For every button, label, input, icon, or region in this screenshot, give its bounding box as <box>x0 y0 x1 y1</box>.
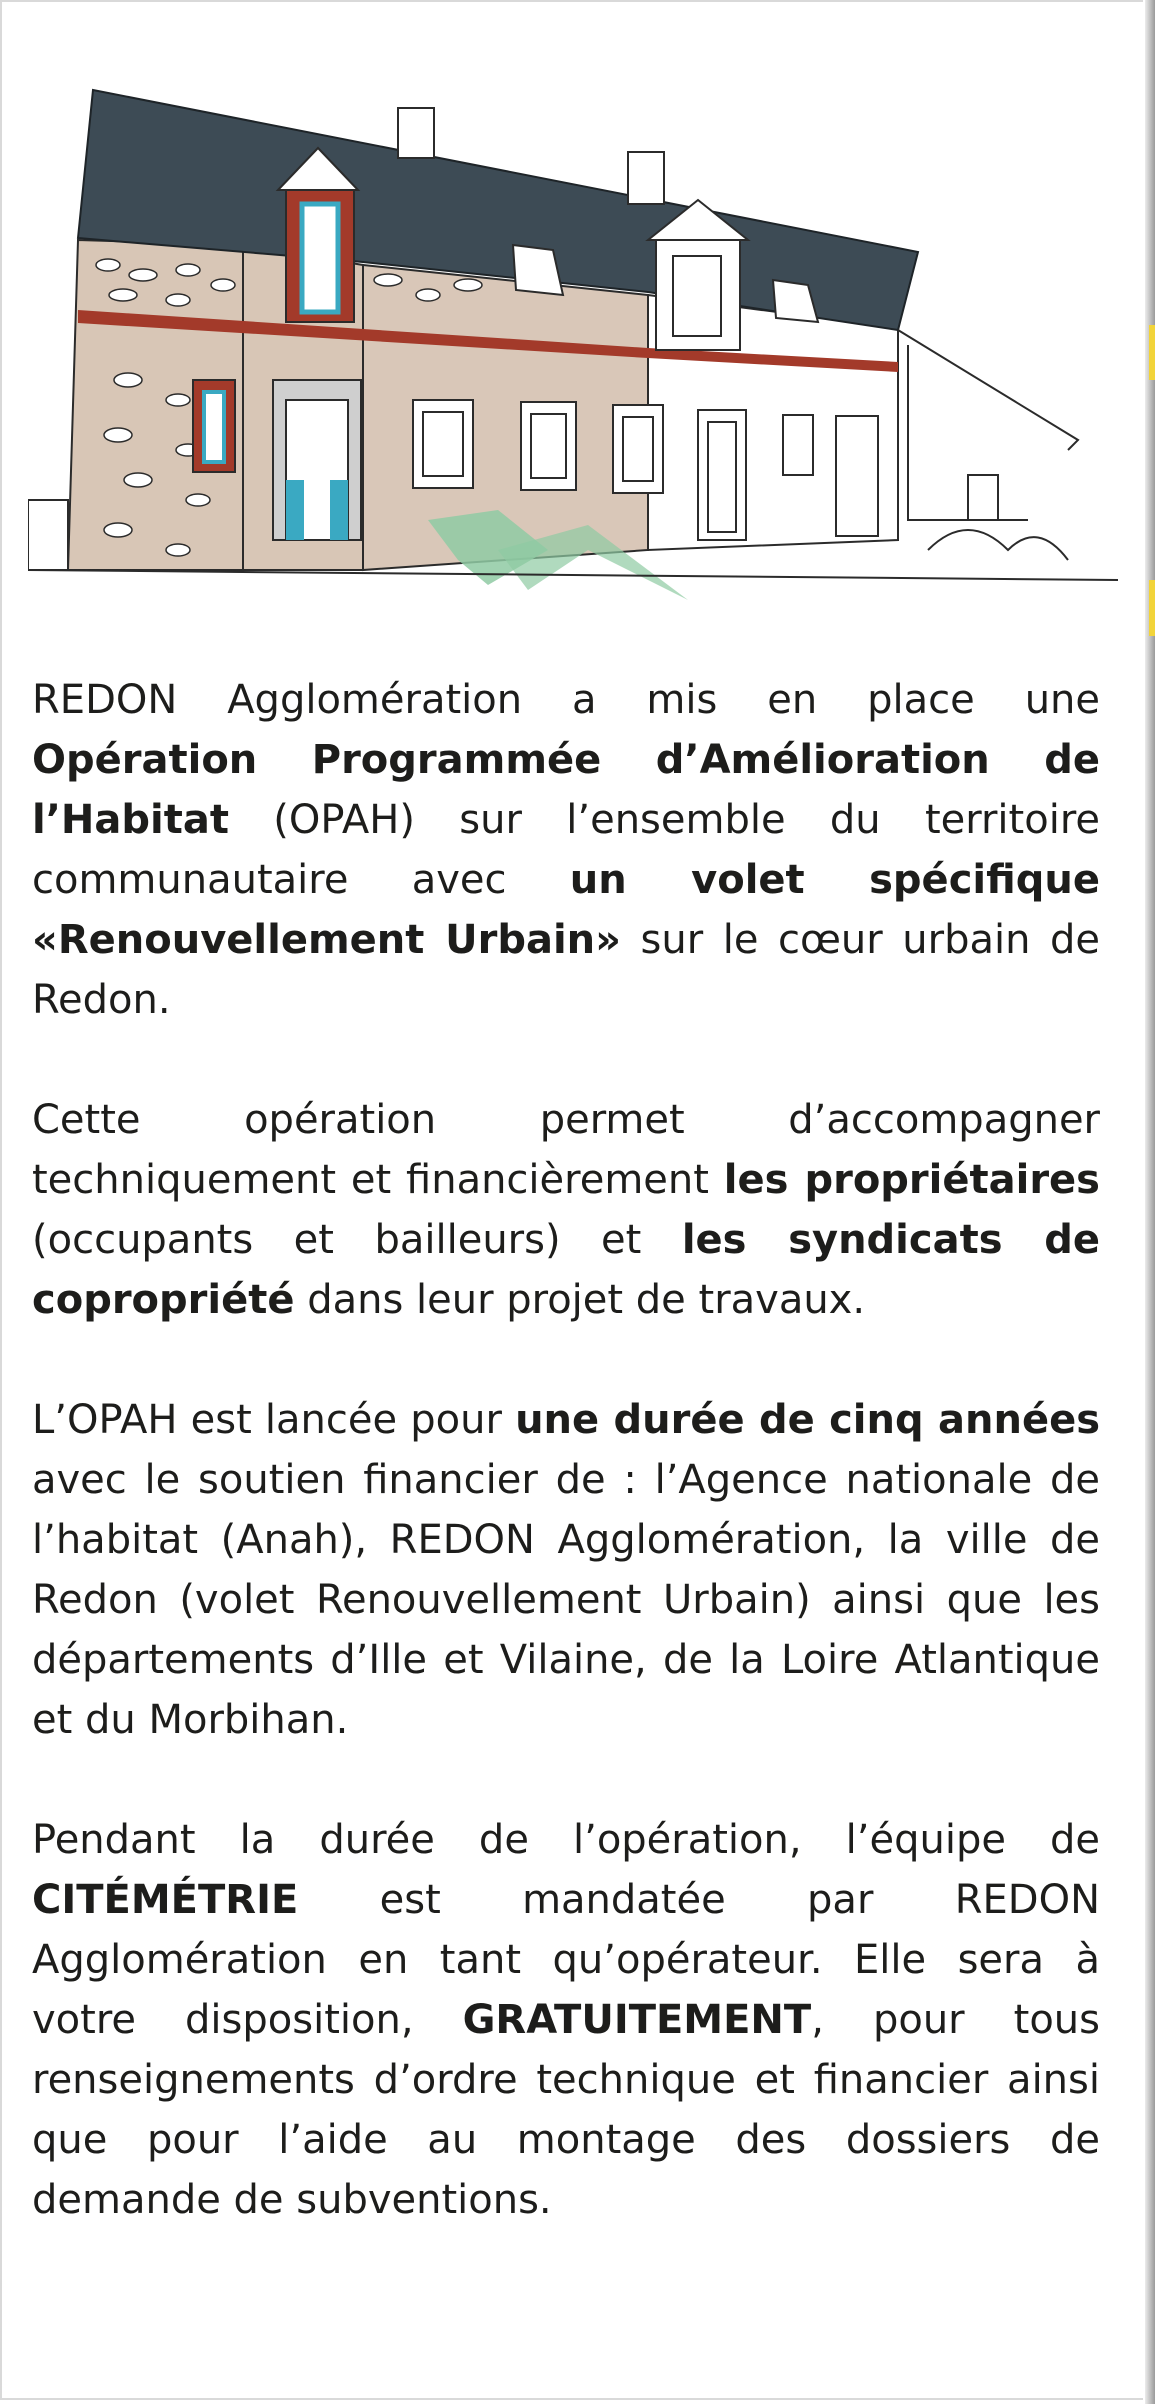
paragraph-support <box>32 1090 1100 1330</box>
paragraph-duration <box>32 1390 1100 1750</box>
door-blue <box>273 380 361 540</box>
text-run: REDON Agglomération a mis en place une <box>32 677 1100 723</box>
text-run: L’OPAH est lancée pour <box>32 1397 516 1443</box>
text-run: Cette opération permet d’accompagner techniquement et financièrement <box>32 1097 1100 1203</box>
text-run: , pour tous renseignements d’ordre technique et financier ainsi que pour l’aide au montage des dossiers de demande de subventions. <box>32 1997 1100 2223</box>
text-run: sur le cœur urbain de Redon. <box>32 917 1100 1023</box>
house-illustration <box>28 80 1118 610</box>
text-run-bold: Opération Programmée d’Amélioration de l’Habitat <box>32 737 1100 843</box>
text-run: (OPAH) sur l’ensemble du territoire communautaire avec <box>32 797 1100 903</box>
text-run: est mandatée par REDON Agglomération en tant qu’opérateur. Elle sera à votre disposition, <box>32 1877 1100 2043</box>
paragraph-operator <box>32 1810 1100 2230</box>
yellow-edge-mark <box>1149 580 1155 636</box>
window-left <box>193 380 235 472</box>
text-run-bold: une durée de cinq années <box>515 1397 1101 1443</box>
text-run: Pendant la durée de l’opération, l’équipe de <box>32 1817 1100 1863</box>
paragraph-intro <box>32 670 1100 1030</box>
text-run: dans leur projet de travaux. <box>294 1277 866 1323</box>
text-run-bold: un volet spécifique «Renouvellement Urbain» <box>32 857 1100 963</box>
text-run-bold: les propriétaires <box>723 1157 1100 1203</box>
text-run: (occupants et bailleurs) et <box>32 1217 682 1263</box>
text-run: avec le soutien financier de : l’Agence nationale de l’habitat (Anah), REDON Agglomération, la ville de Redon (volet Renouvellement Urbain) ainsi que les départements d’Ille et Vilaine, de la Loire Atlantique et du Morbihan. <box>32 1457 1100 1743</box>
yellow-edge-mark <box>1149 325 1155 380</box>
text-run-bold: les syndicats de copropriété <box>32 1217 1100 1323</box>
text-run-bold: CITÉMÉTRIE <box>32 1877 299 1923</box>
text-run-bold: GRATUITEMENT <box>462 1997 812 2043</box>
body-text <box>32 670 1100 2230</box>
